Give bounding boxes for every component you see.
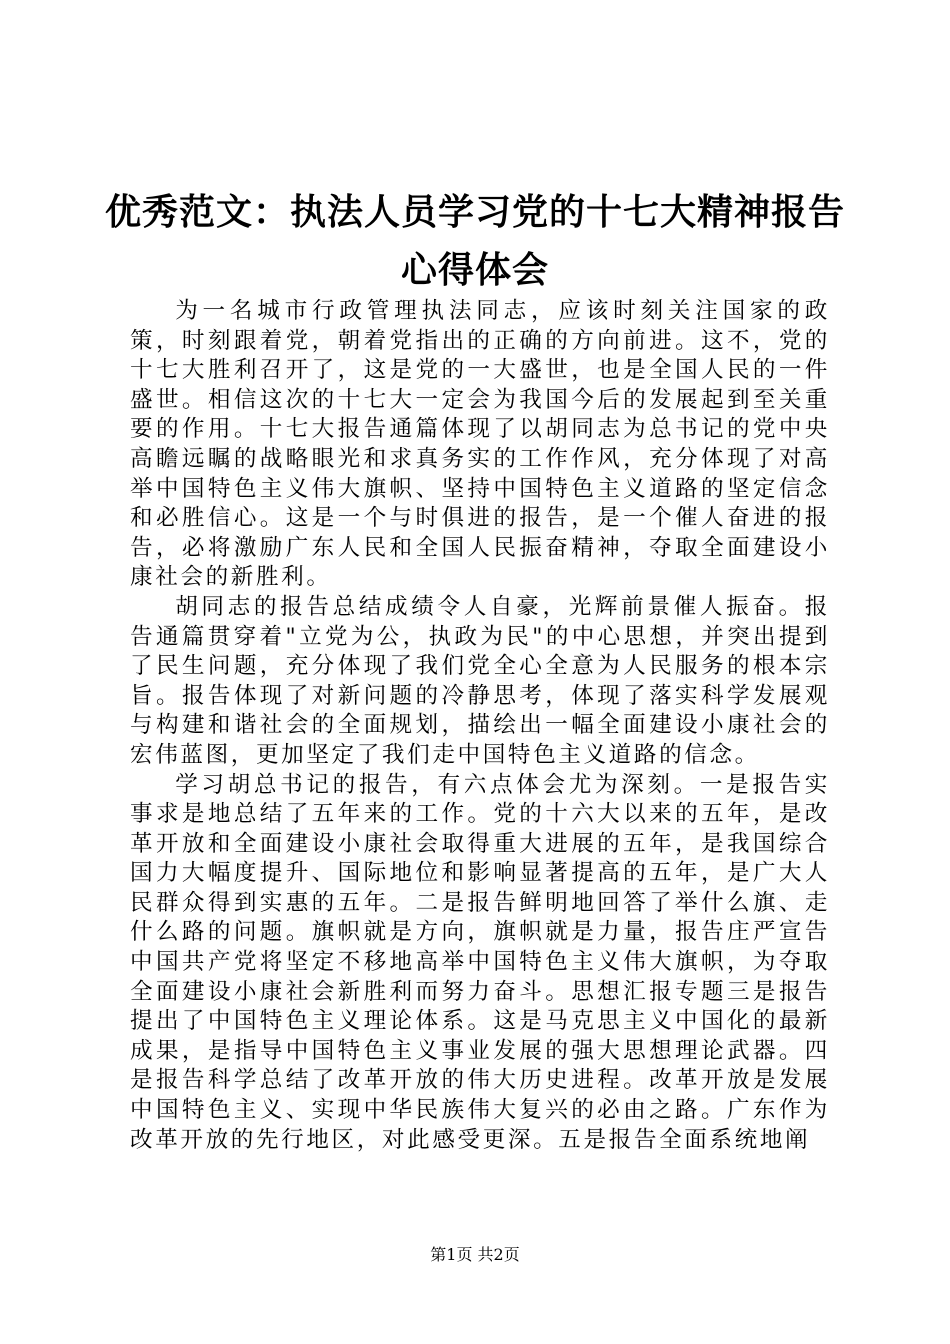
paragraph-3: 学习胡总书记的报告，有六点体会尤为深刻。一是报告实事求是地总结了五年来的工作。党的十六大以来的五年，是改革开放和全面建设小康社会取得重大进展的五年，是我国综合国力大幅度提升、国际地位和影响显著提高的五年，是广大人民群众得到实惠的五年。二是报告鲜明地回答了举什么旗、走什么路的问题。旗帜就是方向，旗帜就是力量，报告庄严宣告中国共产党将坚定不移地高举中国特色主义伟大旗帜，为夺取全面建设小康社会新胜利而努力奋斗。思想汇报专题三是报告提出了中国特色主义理论体系。这是马克思主义中国化的最新成果，是指导中国特色主义事业发展的强大思想理论武器。四是报告科学总结了改革开放的伟大历史进程。改革开放是发展中国特色主义、实现中华民族伟大复兴的必由之路。广东作为改革开放的先行地区，对此感受更深。五是报告全面系统地阐 [130,771,830,1153]
document-body [130,297,830,1155]
title-line-1: 优秀范文：执法人员学习党的十七大精神报告 [104,191,845,233]
paragraph-1: 为一名城市行政管理执法同志，应该时刻关注国家的政策，时刻跟着党，朝着党指出的正确的方向前进。这不，党的十七大胜利召开了，这是党的一大盛世，也是全国人民的一件盛世。相信这次的十七大一定会为我国今后的发展起到至关重要的作用。十七大报告通篇体现了以胡同志为总书记的党中央高瞻远瞩的战略眼光和求真务实的工作作风，充分体现了对高举中国特色主义伟大旗帜、坚持中国特色主义道路的坚定信念和必胜信心。这是一个与时俱进的报告，是一个催人奋进的报告，必将激励广东人民和全国人民振奋精神，夺取全面建设小康社会的新胜利。 [130,298,830,591]
page-number: 第1页 共2页 [430,1245,520,1264]
page-footer [0,1245,950,1265]
document-title [100,183,850,299]
title-line-2: 心得体会 [400,249,549,291]
paragraph-2: 胡同志的报告总结成绩令人自豪，光辉前景催人振奋。报告通篇贯穿着"立党为公，执政为民"的中心思想，并突出提到了民生问题，充分体现了我们党全心全意为人民服务的根本宗旨。报告体现了对新问题的冷静思考，体现了落实科学发展观与构建和谐社会的全面规划，描绘出一幅全面建设小康社会的宏伟蓝图，更加坚定了我们走中国特色主义道路的信念。 [130,593,830,768]
